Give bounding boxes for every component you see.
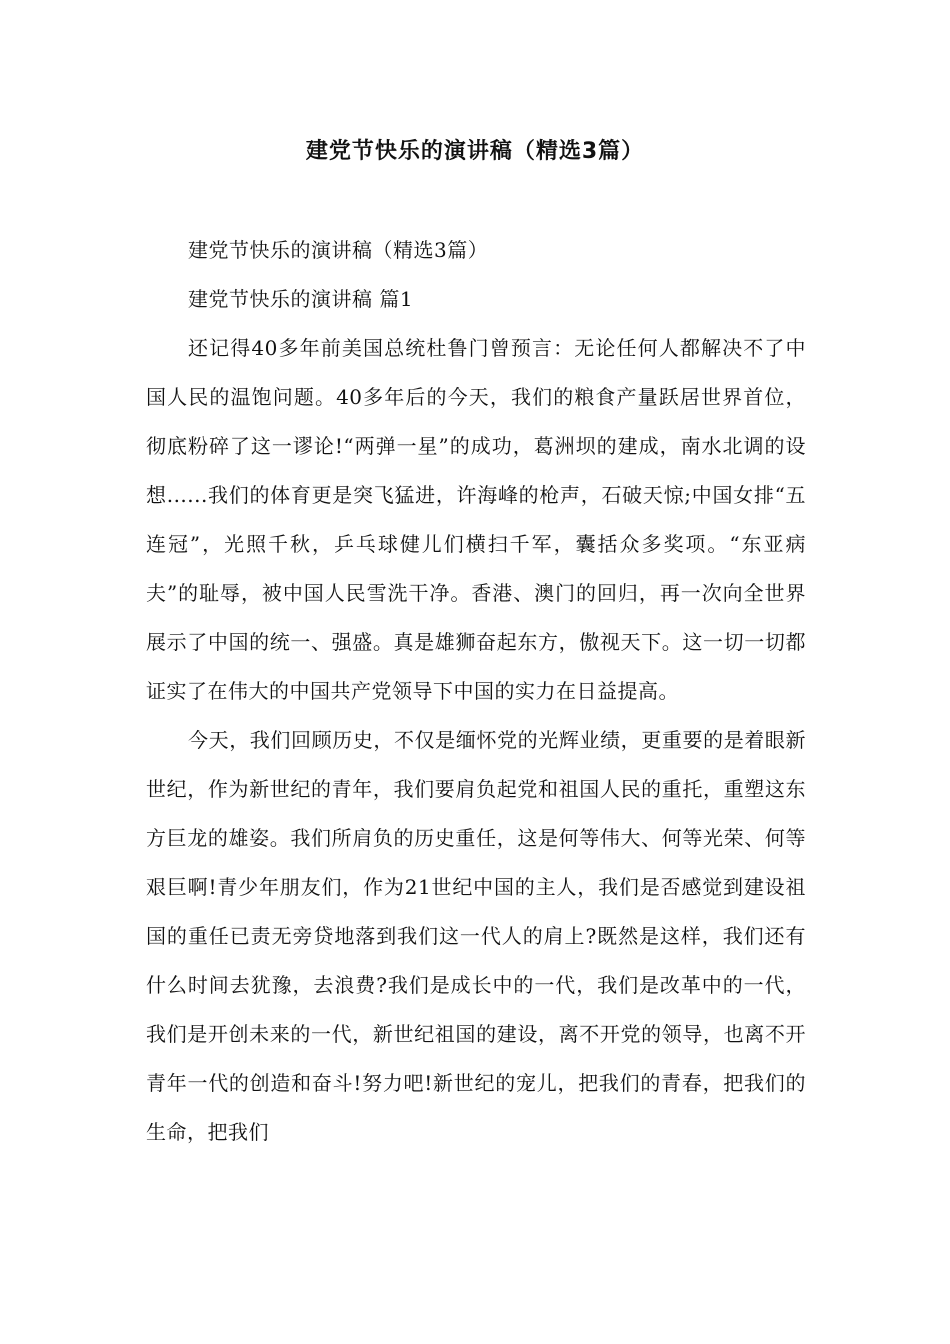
document-body [146, 226, 806, 1157]
section-heading: 建党节快乐的演讲稿 篇1 [188, 287, 414, 311]
document-subtitle: 建党节快乐的演讲稿（精选3篇） [188, 238, 489, 262]
document-title: 建党节快乐的演讲稿（精选3篇） [305, 139, 645, 164]
paragraph-1: 还记得40多年前美国总统杜鲁门曾预言：无论任何人都解决不了中国人民的温饱问题。40多年后的今天，我们的粮食产量跃居世界首位，彻底粉碎了这一谬论!“两弹一星”的成功，葛洲坝的建成，南水北调的设想......我们的体育更是突飞猛进，许海峰的枪声，石破天惊;中国女排“五连冠”，光照千秋，乒乓球健儿们横扫千军，囊括众多奖项。“东亚病夫”的耻辱，被中国人民雪洗干净。香港、澳门的回归，再一次向全世界展示了中国的统一、强盛。真是雄狮奋起东方，傲视天下。这一切一切都证实了在伟大的中国共产党领导下中国的实力在日益提高。 [146, 336, 806, 703]
paragraph-2: 今天，我们回顾历史，不仅是缅怀党的光辉业绩，更重要的是着眼新世纪，作为新世纪的青年，我们要肩负起党和祖国人民的重托，重塑这东方巨龙的雄姿。我们所肩负的历史重任，这是何等伟大、何等光荣、何等艰巨啊!青少年朋友们，作为21世纪中国的主人，我们是否感觉到建设祖国的重任已责无旁贷地落到我们这一代人的肩上?既然是这样，我们还有什么时间去犹豫，去浪费?我们是成长中的一代，我们是改革中的一代，我们是开创未来的一代，新世纪祖国的建设，离不开党的领导，也离不开青年一代的创造和奋斗!努力吧!新世纪的宠儿，把我们的青春，把我们的生命，把我们 [146, 728, 806, 1144]
